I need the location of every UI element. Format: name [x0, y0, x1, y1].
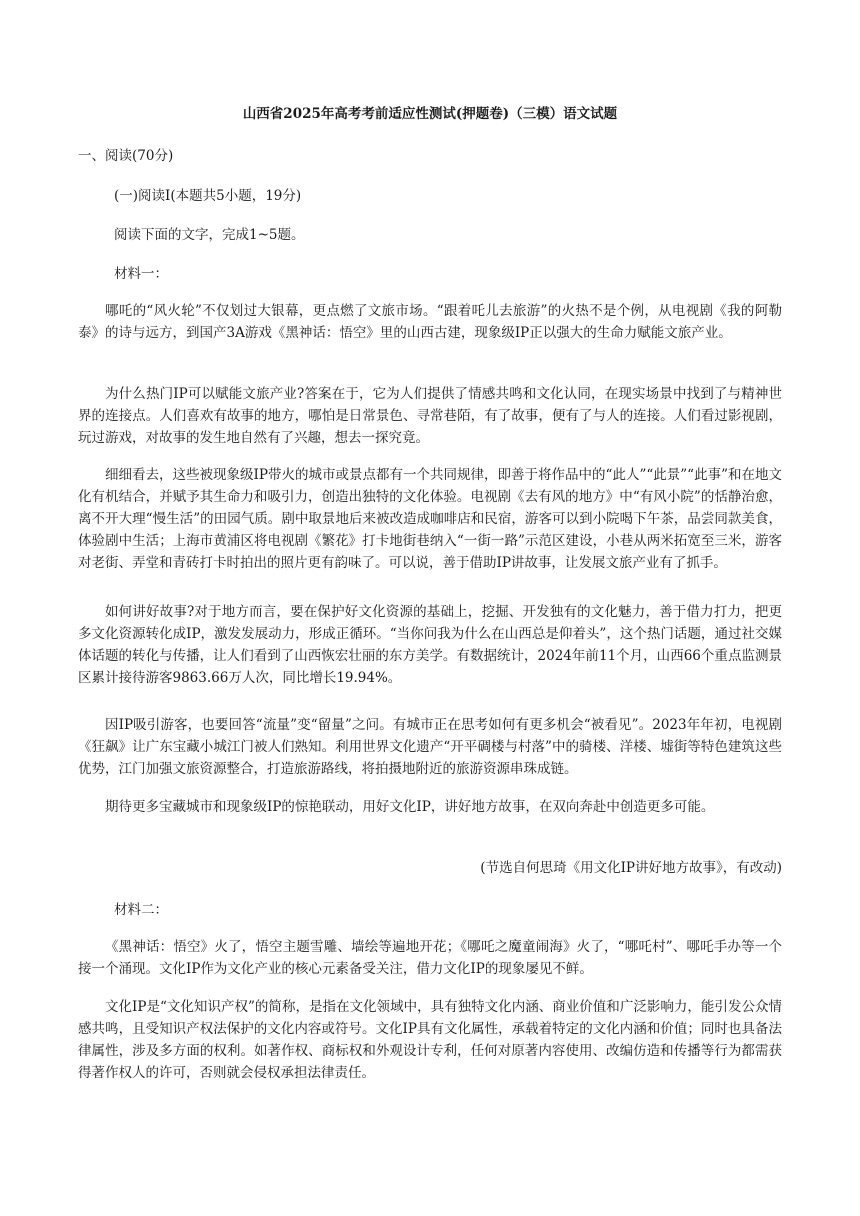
exam-title: 山西省2025年高考考前适应性测试(押题卷)（三模）语文试题 [242, 106, 618, 122]
material-one-paragraph-4: 如何讲好故事?对于地方而言，要在保护好文化资源的基础上，挖掘、开发独有的文化魅力，善于借力打力，把更多文化资源转化成IP，激发发展动力，形成正循环。“当你问我为什么在山西总是仰着头”，这个热门话题，通过社交媒体话题的转化与传播，让人们看到了山西恢宏壮丽的东方美学。有数据统计，2024年前11个月，山西66个重点监测景区累计接待游客9863.66万人次，同比增长19.94%。 [78, 604, 782, 686]
instruction-text: 阅读下面的文字，完成1~5题。 [114, 227, 305, 243]
material-one-label: 材料一： [114, 266, 168, 282]
material-one-paragraph-6: 期待更多宝藏城市和现象级IP的惊艳联动，用好文化IP，讲好地方故事，在双向奔赴中创造更多可能。 [105, 799, 715, 815]
subsection-heading: (一)阅读Ⅰ(本题共5小题，19分) [114, 188, 302, 204]
material-two-paragraph-1: 《黑神话：悟空》火了，悟空主题雪雕、墙绘等遍地开花；《哪吒之魔童闹海》火了，“哪吒村”、哪吒手办等一个接一个涌现。文化IP作为文化产业的核心元素备受关注，借力文化IP的现象屡见不鲜。 [78, 939, 782, 977]
material-two-label: 材料二： [114, 902, 168, 918]
material-one-source: (节选自何思琦《用文化IP讲好地方故事》，有改动) [480, 860, 782, 876]
material-one-paragraph-2: 为什么热门IP可以赋能文旅产业?答案在于，它为人们提供了情感共鸣和文化认同，在现实场景中找到了与精神世界的连接点。人们喜欢有故事的地方，哪怕是日常景色、寻常巷陌，有了故事，便有了与人的连接。人们看过影视剧，玩过游戏，对故事的发生地自然有了兴趣，想去一探究竟。 [78, 386, 782, 446]
section-heading: 一、阅读(70分) [78, 148, 174, 164]
material-one-paragraph-1: 哪吒的“风火轮”不仅划过大银幕，更点燃了文旅市场。“跟着吒儿去旅游”的火热不是个例，从电视剧《我的阿勒泰》的诗与远方，到国产3A游戏《黑神话：悟空》里的山西古建，现象级IP正以强大的生命力赋能文旅产业。 [78, 303, 782, 341]
material-one-paragraph-3: 细细看去，这些被现象级IP带火的城市或景点都有一个共同规律，即善于将作品中的“此人”“此景”“此事”和在地文化有机结合，并赋予其生命力和吸引力，创造出独特的文化体验。电视剧《去有风的地方》中“有风小院”的恬静治愈，离不开大理“慢生活”的田园气质。剧中取景地后来被改造成咖啡店和民宿，游客可以到小院喝下午茶，品尝同款美食，体验剧中生活；上海市黄浦区将电视剧《繁花》打卡地街巷纳入“一街一路”示范区建设，小巷从两米拓宽至三米，游客对老街、弄堂和青砖打卡时拍出的照片更有韵味了。可以说，善于借助IP讲故事，让发展文旅产业有了抓手。 [78, 467, 782, 571]
material-two-paragraph-2: 文化IP是“文化知识产权”的简称，是指在文化领域中，具有独特文化内涵、商业价值和广泛影响力，能引发公众情感共鸣，且受知识产权法保护的文化内容或符号。文化IP具有文化属性，承载着特定的文化内涵和价值；同时也具备法律属性，涉及多方面的权利。如著作权、商标权和外观设计专利，任何对原著内容使用、改编仿造和传播等行为都需获得著作权人的许可，否则就会侵权承担法律责任。 [78, 999, 782, 1081]
material-one-paragraph-5: 因IP吸引游客，也要回答“流量”变“留量”之问。有城市正在思考如何有更多机会“被看见”。2023年年初，电视剧《狂飙》让广东宝藏小城江门被人们熟知。利用世界文化遗产“开平碉楼与村落”中的骑楼、洋楼、墟街等特色建筑这些优势，江门加强文旅资源整合，打造旅游路线，将拍摄地附近的旅游资源串珠成链。 [78, 717, 782, 777]
